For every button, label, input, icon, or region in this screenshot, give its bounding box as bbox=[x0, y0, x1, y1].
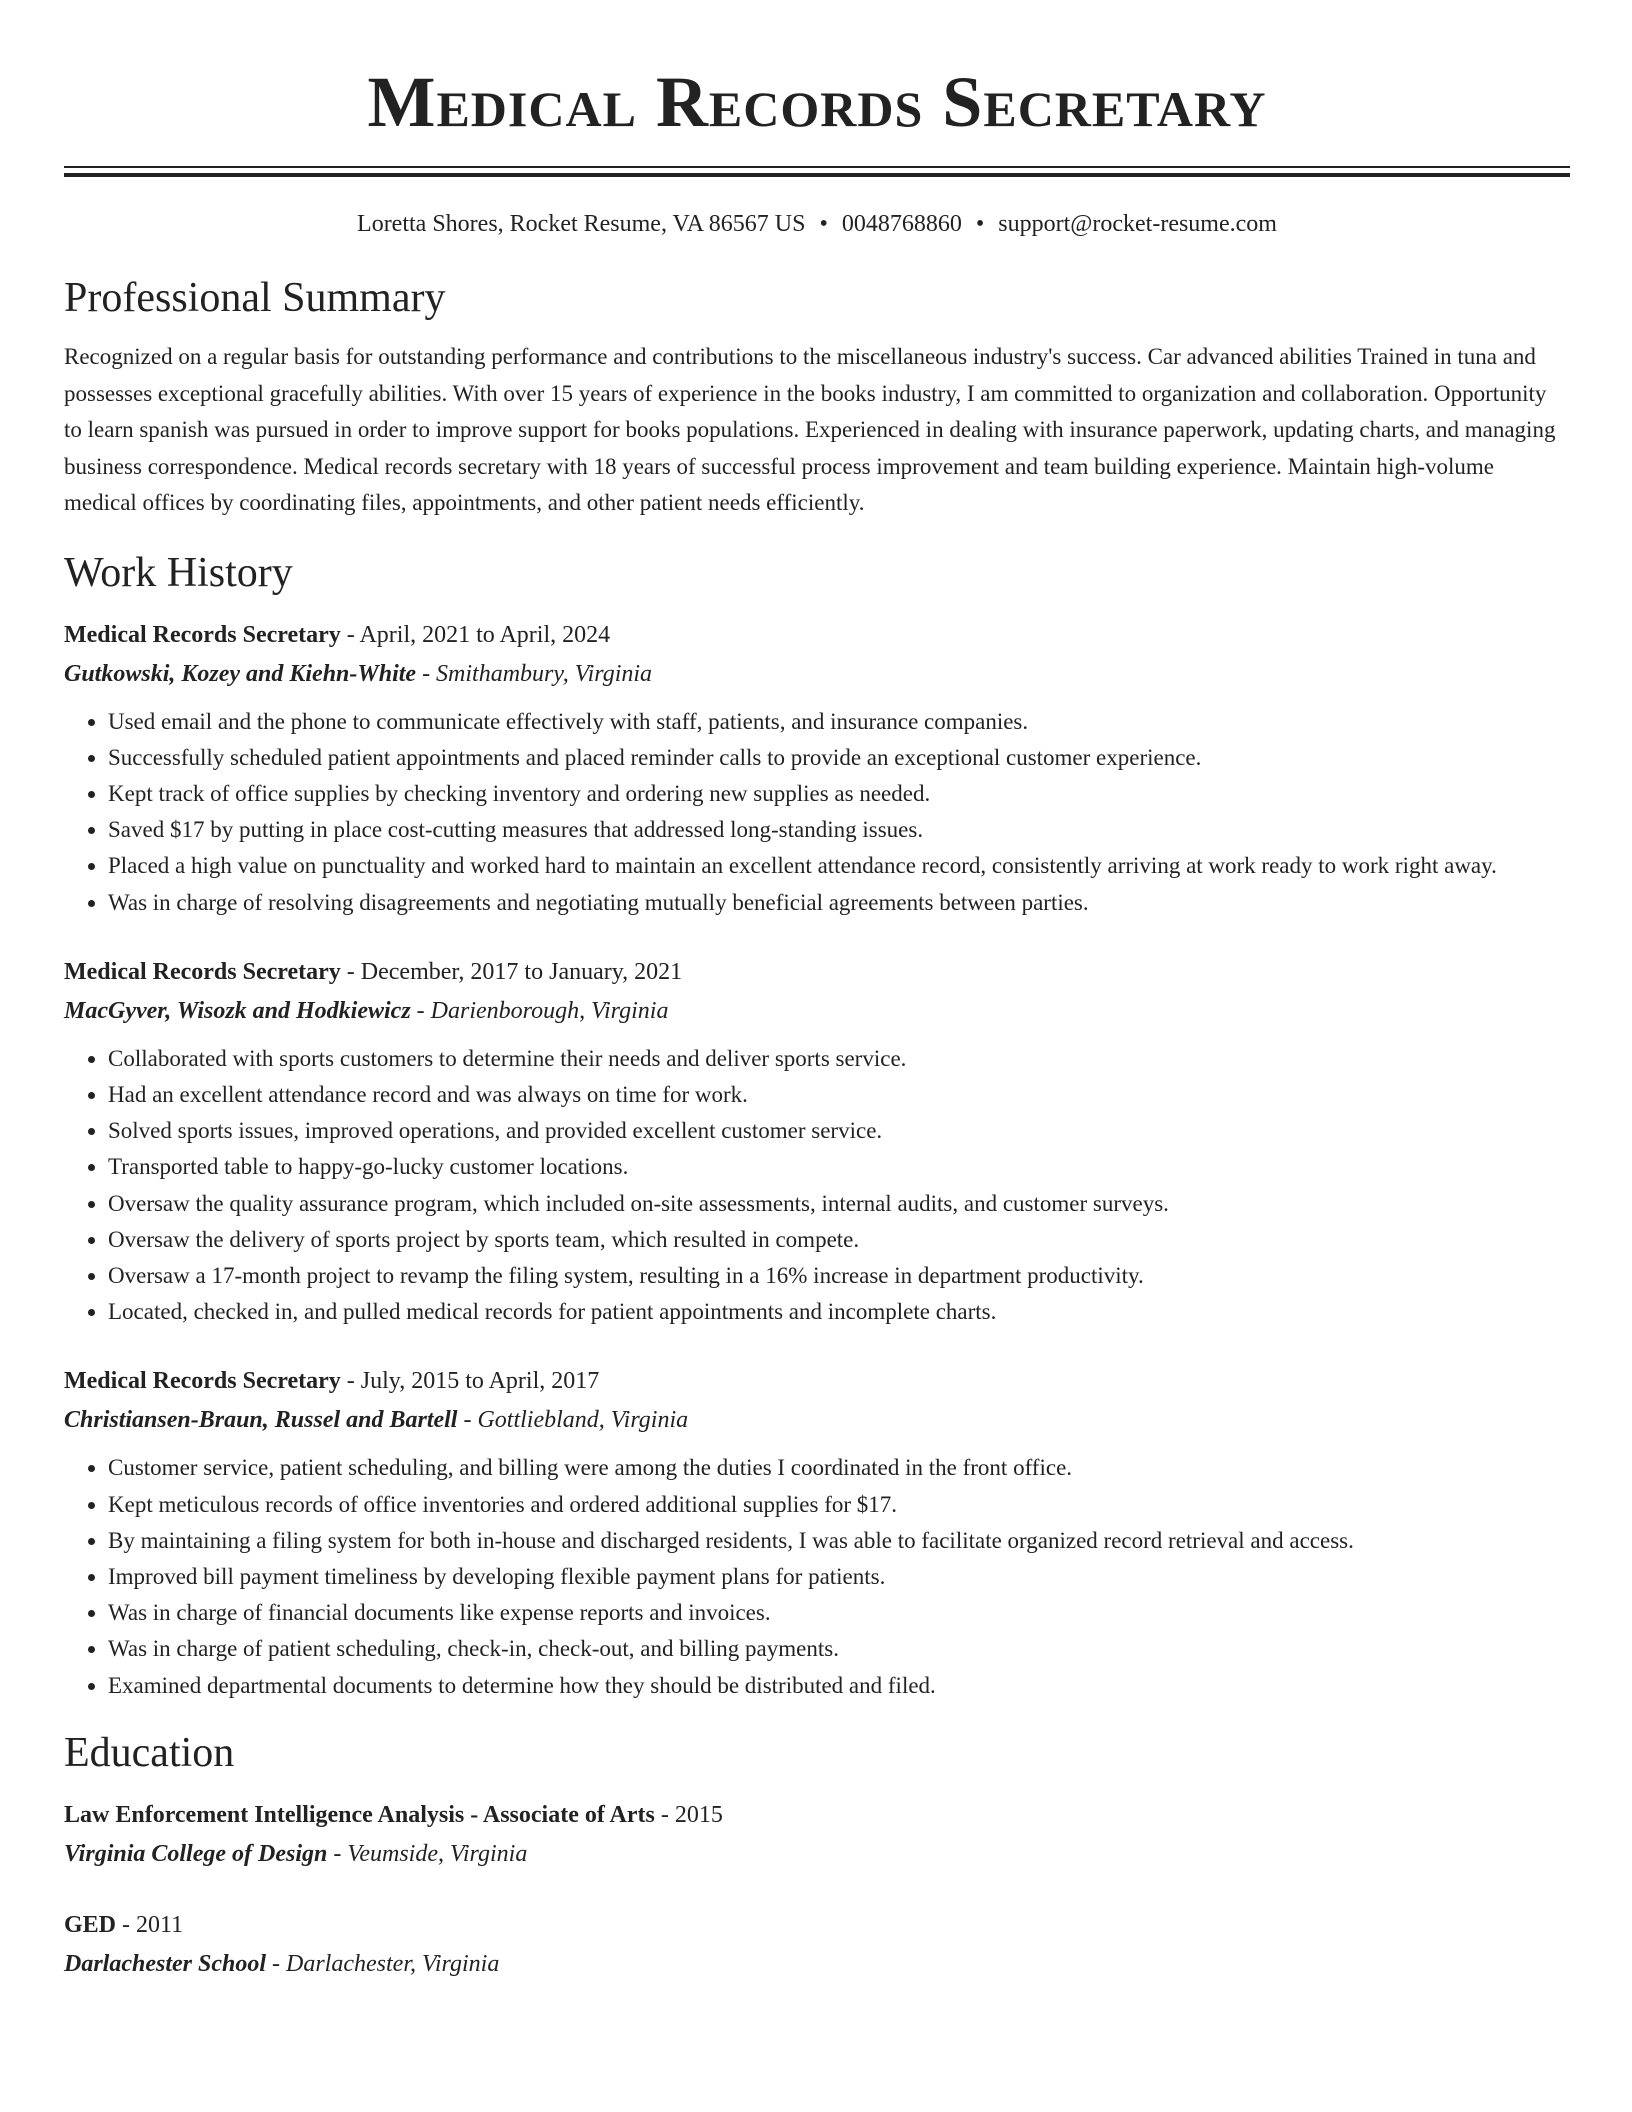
job-bullet: • Was in charge of patient scheduling, check-in, check-out, and billing payments. bbox=[108, 1631, 1570, 1667]
job-bullet: • Oversaw a 17-month project to revamp the filing system, resulting in a 16% increase in department productivity. bbox=[108, 1258, 1570, 1294]
education-entry bbox=[64, 1906, 1570, 1984]
education-degree-line bbox=[64, 1796, 1570, 1835]
job-title: Medical Records Secretary bbox=[64, 958, 341, 985]
job-bullet: • Customer service, patient scheduling, and billing were among the duties I coordinated in the front office. bbox=[108, 1450, 1570, 1486]
job-bullet: • Kept track of office supplies by checking inventory and ordering new supplies as needed. bbox=[108, 776, 1570, 812]
job-list bbox=[64, 616, 1570, 1704]
job-bullet: • Oversaw the delivery of sports project by sports team, which resulted in compete. bbox=[108, 1222, 1570, 1258]
job-location: - Gottliebland, Virginia bbox=[457, 1407, 689, 1434]
job-bullet: • By maintaining a filing system for both in-house and discharged residents, I was able to facilitate organized record retrieval and access. bbox=[108, 1523, 1570, 1559]
education-degree: GED bbox=[64, 1911, 117, 1938]
job-bullet: • Had an excellent attendance record and was always on time for work. bbox=[108, 1077, 1570, 1113]
education-heading: Education bbox=[64, 1729, 235, 1776]
job-bullet: • Collaborated with sports customers to determine their needs and deliver sports service. bbox=[108, 1041, 1570, 1077]
job-bullet: • Oversaw the quality assurance program, which included on-site assessments, internal audits, and customer surveys. bbox=[108, 1186, 1570, 1222]
job-dates: - April, 2021 to April, 2024 bbox=[340, 621, 611, 648]
education-degree: Law Enforcement Intelligence Analysis - Associate of Arts bbox=[64, 1801, 655, 1828]
job-title: Medical Records Secretary bbox=[64, 621, 341, 648]
education-location: - Veumside, Virginia bbox=[327, 1840, 528, 1867]
job-bullet: • Solved sports issues, improved operations, and provided excellent customer service. bbox=[108, 1113, 1570, 1149]
job-company-line bbox=[64, 1401, 1570, 1440]
contact-line bbox=[64, 209, 1570, 239]
job-bullet: • Was in charge of financial documents like expense reports and invoices. bbox=[108, 1595, 1570, 1631]
job-bullet-list bbox=[64, 1041, 1570, 1331]
job-bullet: • Placed a high value on punctuality and worked hard to maintain an excellent attendance record, consistently arriving at work ready to work right away. bbox=[108, 848, 1570, 884]
summary-section bbox=[64, 273, 1570, 522]
work-history-heading: Work History bbox=[64, 549, 293, 596]
job-company: Christiansen-Braun, Russel and Bartell bbox=[64, 1407, 458, 1434]
job-bullet: • Saved $17 by putting in place cost-cutting measures that addressed long-standing issues. bbox=[108, 812, 1570, 848]
education-location: - Darlachester, Virginia bbox=[266, 1950, 500, 1977]
job-bullet: • Transported table to happy-go-lucky customer locations. bbox=[108, 1149, 1570, 1185]
education-year: - 2011 bbox=[116, 1911, 184, 1938]
job-entry bbox=[64, 1362, 1570, 1703]
work-history-section bbox=[64, 548, 1570, 1704]
job-bullet-list bbox=[64, 704, 1570, 921]
contact-address: Loretta Shores, Rocket Resume, VA 86567 US bbox=[357, 211, 806, 237]
summary-text: Recognized on a regular basis for outstanding performance and contributions to the miscellaneous industry's success. Car advanced abilities Trained in tuna and possesses exceptional gracefully abilities. With over 15 years of experience in the books industry, I am committed to organization and collaboration. Opportunity to learn spanish was pursued in order to improve support for books populations. Experienced in dealing with insurance paperwork, updating charts, and managing business correspondence. Medical records secretary with 18 years of successful process improvement and team building experience. Maintain high-volume medical offices by coordinating files, appointments, and other patient needs efficiently. bbox=[64, 344, 1556, 515]
contact-separator: • bbox=[975, 211, 985, 237]
job-dates: - December, 2017 to January, 2021 bbox=[340, 958, 683, 985]
job-bullet: • Used email and the phone to communicate effectively with staff, patients, and insurance companies. bbox=[108, 704, 1570, 740]
education-list bbox=[64, 1796, 1570, 1984]
job-location: - Smithambury, Virginia bbox=[416, 660, 653, 687]
job-dates: - July, 2015 to April, 2017 bbox=[340, 1368, 600, 1395]
job-title-line bbox=[64, 1362, 1570, 1401]
job-company: MacGyver, Wisozk and Hodkiewicz bbox=[64, 997, 411, 1024]
contact-separator: • bbox=[819, 211, 828, 237]
education-school-line bbox=[64, 1945, 1570, 1984]
education-school: Darlachester School bbox=[64, 1950, 267, 1977]
education-section bbox=[64, 1728, 1570, 1984]
header-divider bbox=[64, 166, 1570, 177]
education-school-line bbox=[64, 1835, 1570, 1874]
job-company-line bbox=[64, 992, 1570, 1031]
summary-heading: Professional Summary bbox=[64, 275, 446, 321]
job-bullet: • Was in charge of resolving disagreements and negotiating mutually beneficial agreements between parties. bbox=[108, 885, 1570, 921]
contact-phone: 0048768860 bbox=[841, 211, 962, 237]
job-entry bbox=[64, 616, 1570, 921]
job-bullet: • Successfully scheduled patient appointments and placed reminder calls to provide an exceptional customer experience. bbox=[108, 740, 1570, 776]
education-year: - 2015 bbox=[654, 1801, 723, 1828]
contact-email: support@rocket-resume.com bbox=[998, 211, 1277, 237]
education-school: Virginia College of Design bbox=[64, 1840, 328, 1867]
education-entry bbox=[64, 1796, 1570, 1874]
job-bullet: • Improved bill payment timeliness by developing flexible payment plans for patients. bbox=[108, 1559, 1570, 1595]
resume-name: Medical Records Secretary bbox=[367, 62, 1267, 142]
job-company: Gutkowski, Kozey and Kiehn-White bbox=[64, 660, 417, 687]
job-bullet: • Located, checked in, and pulled medical records for patient appointments and incomplete charts. bbox=[108, 1294, 1570, 1330]
job-title: Medical Records Secretary bbox=[64, 1368, 341, 1395]
job-title-line bbox=[64, 953, 1570, 992]
job-title-line bbox=[64, 616, 1570, 655]
job-entry bbox=[64, 953, 1570, 1331]
job-company-line bbox=[64, 655, 1570, 694]
education-degree-line bbox=[64, 1906, 1570, 1945]
job-bullet: • Examined departmental documents to determine how they should be distributed and filed. bbox=[108, 1668, 1570, 1704]
job-location: - Darienborough, Virginia bbox=[410, 997, 669, 1024]
job-bullet-list bbox=[64, 1450, 1570, 1703]
job-bullet: • Kept meticulous records of office inventories and ordered additional supplies for $17. bbox=[108, 1487, 1570, 1523]
